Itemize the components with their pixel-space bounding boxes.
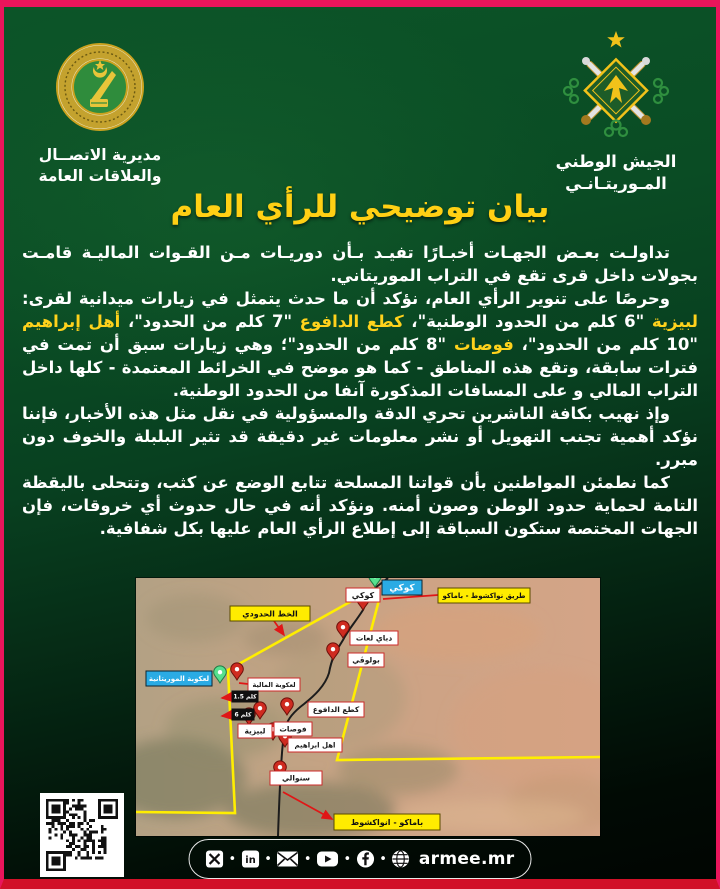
separator-dot: • <box>343 851 352 867</box>
map-label-ahel-ibrahim <box>288 738 342 752</box>
separator-dot: • <box>303 851 312 867</box>
svg-text:لعكوبة المالية: لعكوبة المالية <box>252 680 296 689</box>
svg-text:الخط الحدودي: الخط الحدودي <box>242 609 298 619</box>
svg-text:سنوالي: سنوالي <box>281 773 311 783</box>
youtube-icon[interactable] <box>317 851 339 867</box>
statement-paragraph: وإذ نهيب بكافة الناشرين تحري الدقة والمسؤولية في نقل مثل هذه الأخبار، فإننا نؤكد أهمية تجنب التهويل أو نشر معلومات غير دقيقة قد تثير البلبلة والخوف دون مبرر. <box>22 404 698 469</box>
map-label-kouki-village <box>346 588 380 602</box>
separator-dot: • <box>379 851 387 867</box>
svg-text:6 كلم: 6 كلم <box>234 711 252 719</box>
map-label-lbeyzia <box>238 724 272 738</box>
map-label-ktaa-dafou <box>308 702 364 717</box>
map-label-border-line <box>230 606 310 621</box>
directorate-name-line2: والعلاقات العامة <box>38 166 162 185</box>
army-block <box>538 27 694 196</box>
svg-text:كوكي: كوكي <box>351 590 375 600</box>
qr-code <box>40 793 124 877</box>
svg-text:طريق نواكشوط - باماكو: طريق نواكشوط - باماكو <box>442 592 526 601</box>
map-label-senouali <box>270 771 322 785</box>
svg-text:لبيزية: لبيزية <box>244 726 266 736</box>
svg-text:دباي لعات: دباي لعات <box>355 633 393 643</box>
statement-paragraph: تداولـت بعـض الجهـات أخبـارًا تفيـد بـأن دوريـات مـن القـوات الماليـة قامـت بجولات داخل قرى تقع في التراب الموريتاني. <box>22 243 698 285</box>
map-label-road-nkc-bamako <box>438 588 530 603</box>
highlighted-place-name: كطع الدافوع <box>299 312 404 331</box>
map-label-distance-6km <box>232 709 254 720</box>
map-label-foussat <box>274 722 312 736</box>
svg-text:in: in <box>244 855 256 867</box>
linkedin-icon[interactable] <box>241 850 259 868</box>
social-bar <box>189 839 532 879</box>
svg-text:1.5 كلم: 1.5 كلم <box>233 693 257 701</box>
army-name-line1: الجيش الوطني <box>555 152 677 171</box>
map-label-aakoubat-malienne <box>248 678 300 691</box>
svg-text:كوكي: كوكي <box>389 583 415 594</box>
statement-body <box>22 241 698 540</box>
statement-paragraph: وحرصًا على تنوير الرأي العام، نؤكد أن ما حدث يتمثل في زيارات ميدانية لقرى: لبيزية "6 كلم من الحدود الوطنية"، كطع الدافوع "7 كلم من الحدود"، أهل إبراهيم "10 كلم من الحدود"، فوصات "8 كلم من الحدود"؛ وهي زيارات سبق أن تمت في فترات سابقة، وتقع هذه المناطق - كما هو موضح في الخرائط المعتمدة - كلها داخل التراب المالي و على المسافات المذكورة آنفا من الحدود الوطنية. <box>22 289 698 400</box>
map-label-dbay-laat <box>350 631 398 645</box>
svg-text:فوصات: فوصات <box>279 724 307 734</box>
map-label-kouki-city <box>382 580 422 595</box>
satellite-map <box>136 578 600 836</box>
map-label-bamako-nouakchott <box>334 814 440 830</box>
website-link[interactable]: armee.mr <box>418 849 515 869</box>
svg-text:كطع الدافوع: كطع الدافوع <box>312 705 360 715</box>
facebook-icon[interactable] <box>356 850 374 868</box>
x-icon[interactable] <box>206 850 224 868</box>
highlighted-place-name: أهل إبراهيم <box>22 312 121 331</box>
svg-text:لعكوبة الموريتانية: لعكوبة الموريتانية <box>148 675 210 684</box>
svg-text:بولوڨي: بولوڨي <box>352 655 380 665</box>
army-emblem-icon <box>546 130 686 149</box>
directorate-block <box>30 41 170 187</box>
svg-text:باماكو - انواكشوط: باماكو - انواكشوط <box>350 817 424 827</box>
directorate-logo-icon <box>54 118 146 137</box>
globe-icon[interactable] <box>392 850 410 868</box>
directorate-name-line1: مديرية الاتصــال <box>38 146 162 164</box>
svg-text:اهل ابراهيم: اهل ابراهيم <box>294 741 336 750</box>
map-label-boulougui <box>348 653 384 667</box>
statement-paragraph: كما نطمئن المواطنين بأن قواتنا المسلحة تتابع الوضع عن كثب، وتتحلى باليقظة التامة لحماية حدود الوطن وصون أمنه. ونؤكد أنه في حال حدوث أي خروقات، فإن الجهات المختصة ستكون السباقة إلى إطلاع الرأي العام عليها بكل شفافية. <box>22 473 698 538</box>
separator-dot: • <box>264 851 272 867</box>
page-title: بيان توضيحي للرأي العام <box>170 189 550 225</box>
mail-icon[interactable] <box>277 851 299 867</box>
army-name-line2: المـوريتـانـي <box>565 174 667 194</box>
highlighted-place-name: فوصات <box>453 335 514 354</box>
map-label-distance-1-5km <box>232 691 258 702</box>
highlighted-place-name: لبيزية <box>651 312 698 331</box>
map-label-aakoubat-mauritanienne <box>146 671 212 686</box>
separator-dot: • <box>228 851 237 867</box>
